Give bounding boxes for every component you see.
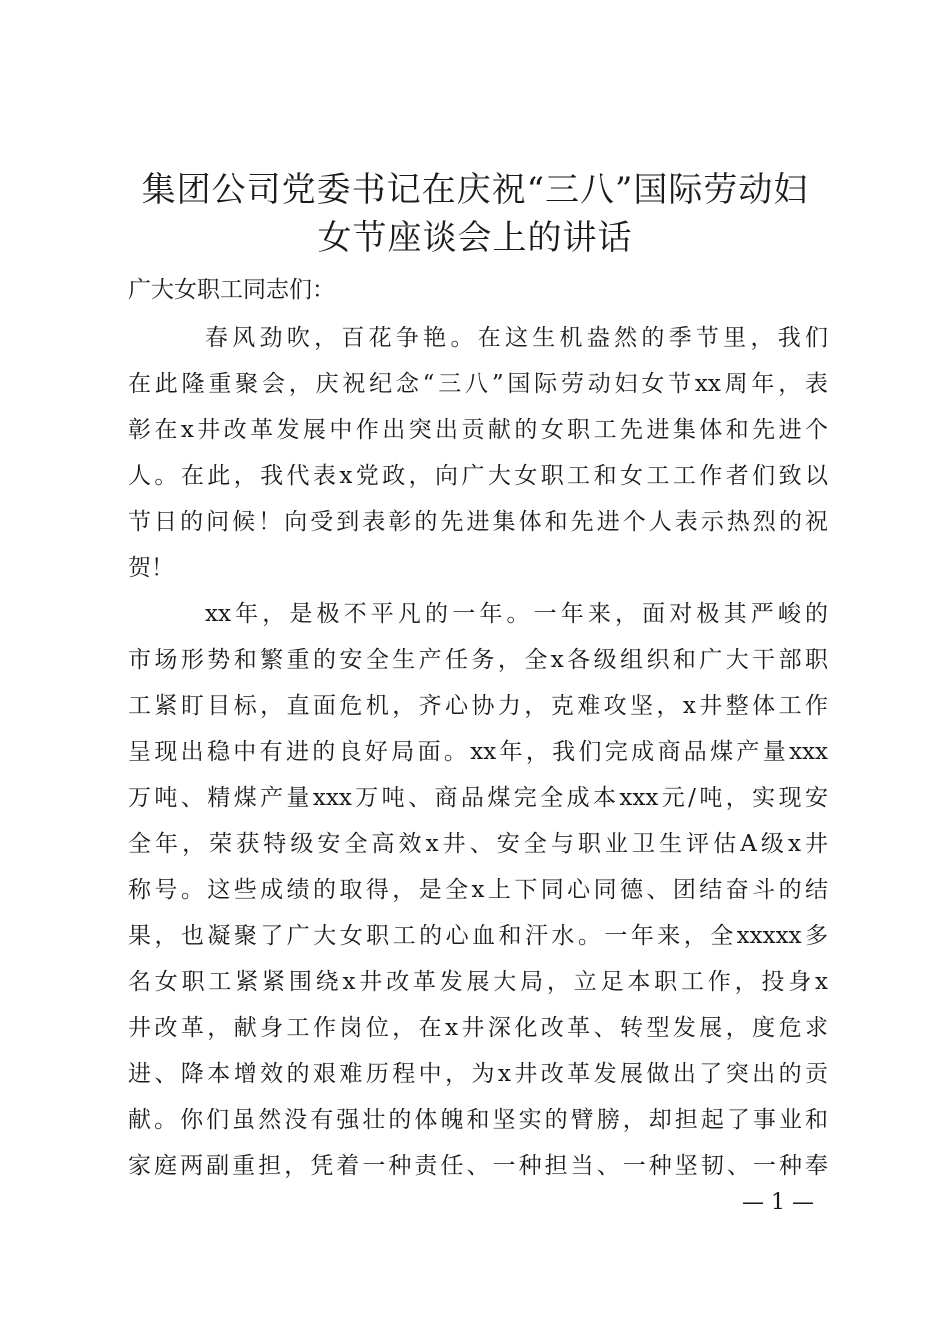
paragraph-2-line: 果，也凝聚了广大女职工的心血和汗水。一年来，全xxxxx多 [128, 923, 828, 949]
paragraph-2-line: 市场形势和繁重的安全生产任务，全x各级组织和广大干部职 [128, 647, 828, 673]
salutation: 广大女职工同志们： [128, 277, 335, 303]
paragraph-2-line: 家庭两副重担，凭着一种责任、一种担当、一种坚韧、一种奉 [128, 1153, 828, 1179]
paragraph-1-line: 春风劲吹，百花争艳。在这生机盎然的季节里，我们 [205, 325, 828, 351]
paragraph-2-line: 称号。这些成绩的取得，是全x上下同心同德、团结奋斗的结 [128, 877, 828, 903]
paragraph-2-line: 全年，荣获特级安全高效x井、安全与职业卫生评估A级x井 [128, 831, 828, 857]
paragraph-2-line: 献。你们虽然没有强壮的体魄和坚实的臂膀，却担起了事业和 [128, 1107, 828, 1133]
paragraph-2-line: 呈现出稳中有进的良好局面。xx年，我们完成商品煤产量xxx [128, 739, 828, 765]
paragraph-2-line: 名女职工紧紧围绕x井改革发展大局，立足本职工作，投身x [128, 969, 828, 995]
paragraph-2-line: xx年，是极不平凡的一年。一年来，面对极其严峻的 [205, 601, 828, 627]
paragraph-2-line: 工紧盯目标，直面危机，齐心协力，克难攻坚，x井整体工作 [128, 693, 828, 719]
paragraph-1-line: 人。在此，我代表x党政，向广大女职工和女工工作者们致以 [128, 463, 828, 489]
paragraph-2-line: 万吨、精煤产量xxx万吨、商品煤完全成本xxx元/吨，实现安 [128, 785, 828, 811]
page-number: — 1 — [742, 1190, 814, 1215]
paragraph-1-line: 彰在x井改革发展中作出突出贡献的女职工先进集体和先进个 [128, 417, 828, 443]
paragraph-1-line: 节日的问候！向受到表彰的先进集体和先进个人表示热烈的祝 [128, 509, 828, 535]
paragraph-1-line: 贺！ [128, 555, 174, 581]
document-title [110, 166, 840, 262]
paragraph-1-line: 在此隆重聚会，庆祝纪念“三八”国际劳动妇女节xx周年，表 [128, 371, 828, 397]
paragraph-2-line: 进、降本增效的艰难历程中，为x井改革发展做出了突出的贡 [128, 1061, 828, 1087]
title-line-1: 集团公司党委书记在庆祝“三八”国际劳动妇 [141, 170, 809, 210]
title-line-2: 女节座谈会上的讲话 [317, 218, 633, 258]
paragraph-2-line: 井改革，献身工作岗位，在x井深化改革、转型发展，度危求 [128, 1015, 828, 1041]
